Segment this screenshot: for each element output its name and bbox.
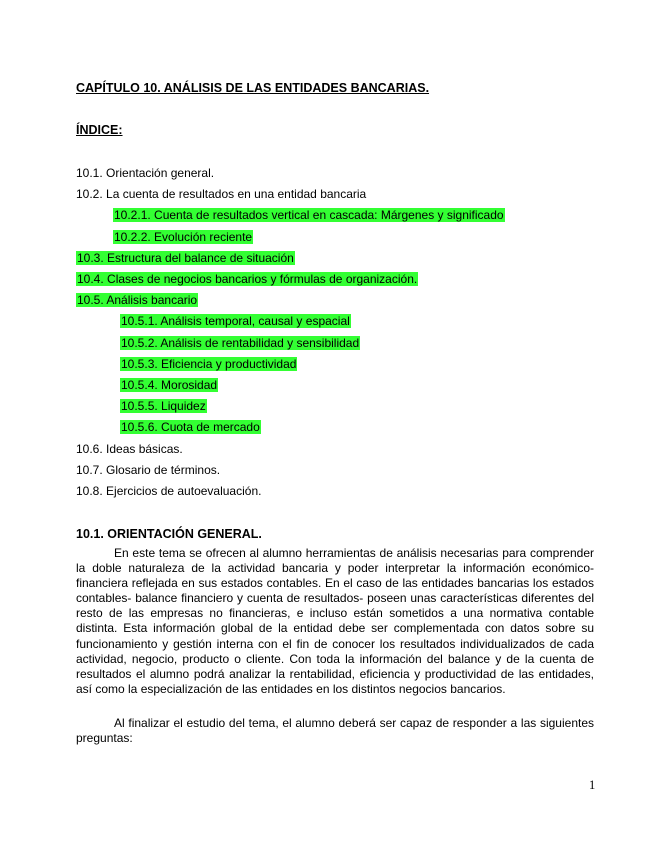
body-paragraph: Al finalizar el estudio del tema, el alumno deberá ser capaz de responder a las siguientes preguntas: bbox=[76, 716, 594, 746]
toc-item-10-4: 10.4. Clases de negocios bancarios y fórmulas de organización. bbox=[77, 272, 418, 286]
toc-item-10-5-1: 10.5.1. Análisis temporal, causal y espacial bbox=[121, 314, 350, 329]
toc-item-10-5-6: 10.5.6. Cuota de mercado bbox=[121, 420, 260, 435]
body-paragraph: En este tema se ofrecen al alumno herramientas de análisis necesarias para comprender la doble naturaleza de la actividad bancaria y poder interpretar la información económico-financiera reflejada en sus estados contables. En el caso de las entidades bancarias los estados contables- balance financiero y cuenta de resultados- poseen unas características diferentes del resto de las empresas no financieras, e incluso están sometidos a una normativa contable distinta. Esta información global de la entidad debe ser complementada con datos sobre su funcionamiento y gestión interna con el fin de conocer los resultados individualizados de cada actividad, negocio, producto o cliente. Con toda la información del balance y de la cuenta de resultados el alumno podrá analizar la rentabilidad, eficiencia y productividad de las entidades, así como la especialización de las entidades en los distintos negocios bancarios. bbox=[76, 546, 594, 696]
page-number: 1 bbox=[589, 778, 596, 792]
toc-item-10-2-2: 10.2.2. Evolución reciente bbox=[114, 229, 253, 244]
toc-item-10-5-4: 10.5.4. Morosidad bbox=[121, 378, 218, 392]
toc-item-10-2-1: 10.2.1. Cuenta de resultados vertical en cascada: Márgenes y significado bbox=[114, 208, 504, 223]
toc-item-10-3: 10.3. Estructura del balance de situación bbox=[77, 250, 294, 265]
toc-item-10-5-5: 10.5.5. Liquidez bbox=[121, 399, 206, 414]
toc-item-10-8: 10.8. Ejercicios de autoevaluación. bbox=[76, 484, 262, 498]
section-heading: 10.1. ORIENTACIÓN GENERAL. bbox=[76, 527, 262, 541]
toc-item-10-5: 10.5. Análisis bancario bbox=[77, 293, 198, 308]
toc-item-10-5-3: 10.5.3. Eficiencia y productividad bbox=[121, 356, 297, 371]
toc-item-10-6: 10.6. Ideas básicas. bbox=[76, 441, 183, 456]
toc-item-10-2: 10.2. La cuenta de resultados en una entidad bancaria bbox=[76, 187, 367, 202]
toc-item-10-1: 10.1. Orientación general. bbox=[76, 166, 215, 180]
index-heading: ÍNDICE: bbox=[76, 123, 123, 137]
chapter-title: CAPÍTULO 10. ANÁLISIS DE LAS ENTIDADES BANCARIAS. bbox=[76, 81, 430, 95]
toc-item-10-5-2: 10.5.2. Análisis de rentabilidad y sensibilidad bbox=[121, 335, 360, 350]
toc-item-10-7: 10.7. Glosario de términos. bbox=[76, 462, 221, 477]
